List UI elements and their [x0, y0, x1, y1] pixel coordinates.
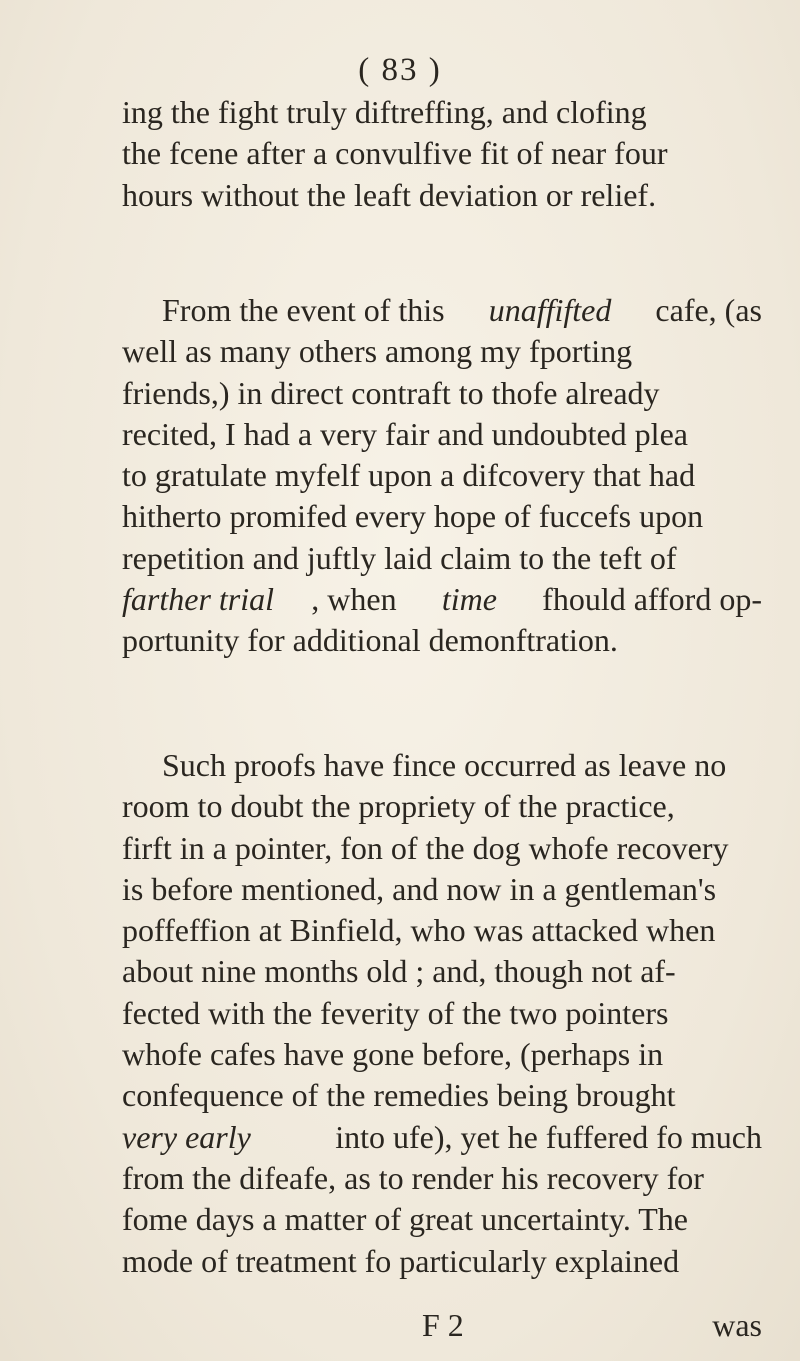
text-line: room to doubt the propriety of the practice,	[122, 788, 675, 825]
paragraph-3	[122, 745, 762, 1282]
text-line: mode of treatment fo particularly explained	[122, 1242, 680, 1279]
text-line: recited, I had a very fair and undoubted plea	[122, 415, 688, 452]
text-line: to gratulate myfelf upon a difcovery that had	[122, 457, 696, 494]
text-line: the fcene after a convulfive fit of near four	[122, 135, 668, 172]
catchword: was	[712, 1307, 762, 1343]
text-line: fected with the feverity of the two pointers	[122, 994, 669, 1031]
paragraph-1	[122, 92, 762, 216]
text-line: ing the fight truly diftreffing, and clofing	[122, 94, 647, 130]
text-line: very early into ufe), yet he fuffered fo much	[122, 1118, 762, 1155]
text-line: about nine months old ; and, though not af-	[122, 953, 676, 990]
text-line: whofe cafes have gone before, (perhaps in	[122, 1036, 664, 1073]
text-line: is before mentioned, and now in a gentleman's	[122, 870, 717, 907]
text-line: hours without the leaft deviation or relief.	[122, 176, 657, 213]
text-line: farther trial , when time fhould afford op-	[122, 581, 762, 618]
text-line: fome days a matter of great uncertainty. The	[122, 1201, 688, 1238]
text-line: Such proofs have fince occurred as leave no	[162, 747, 727, 783]
text-line: from the difeafe, as to render his recovery for	[122, 1159, 704, 1196]
page-footer	[122, 1307, 762, 1349]
text-line: confequence of the remedies being brought	[122, 1077, 676, 1114]
text-line: poffeffion at Binfield, who was attacked when	[122, 912, 716, 949]
text-line: firft in a pointer, fon of the dog whofe recovery	[122, 829, 729, 866]
text-line: hitherto promifed every hope of fuccefs upon	[122, 498, 704, 535]
signature-mark: F 2	[422, 1307, 464, 1343]
text-line: friends,) in direct contraft to thofe already	[122, 374, 660, 411]
page-number: ( 83 )	[358, 52, 442, 88]
paragraph-2	[122, 290, 762, 662]
text-line: From the event of this unaffifted cafe, (as	[162, 292, 762, 328]
text-line: portunity for additional demonftration.	[122, 622, 618, 659]
text-line: repetition and juftly laid claim to the teft of	[122, 539, 677, 576]
text-line: well as many others among my fporting	[122, 333, 633, 370]
